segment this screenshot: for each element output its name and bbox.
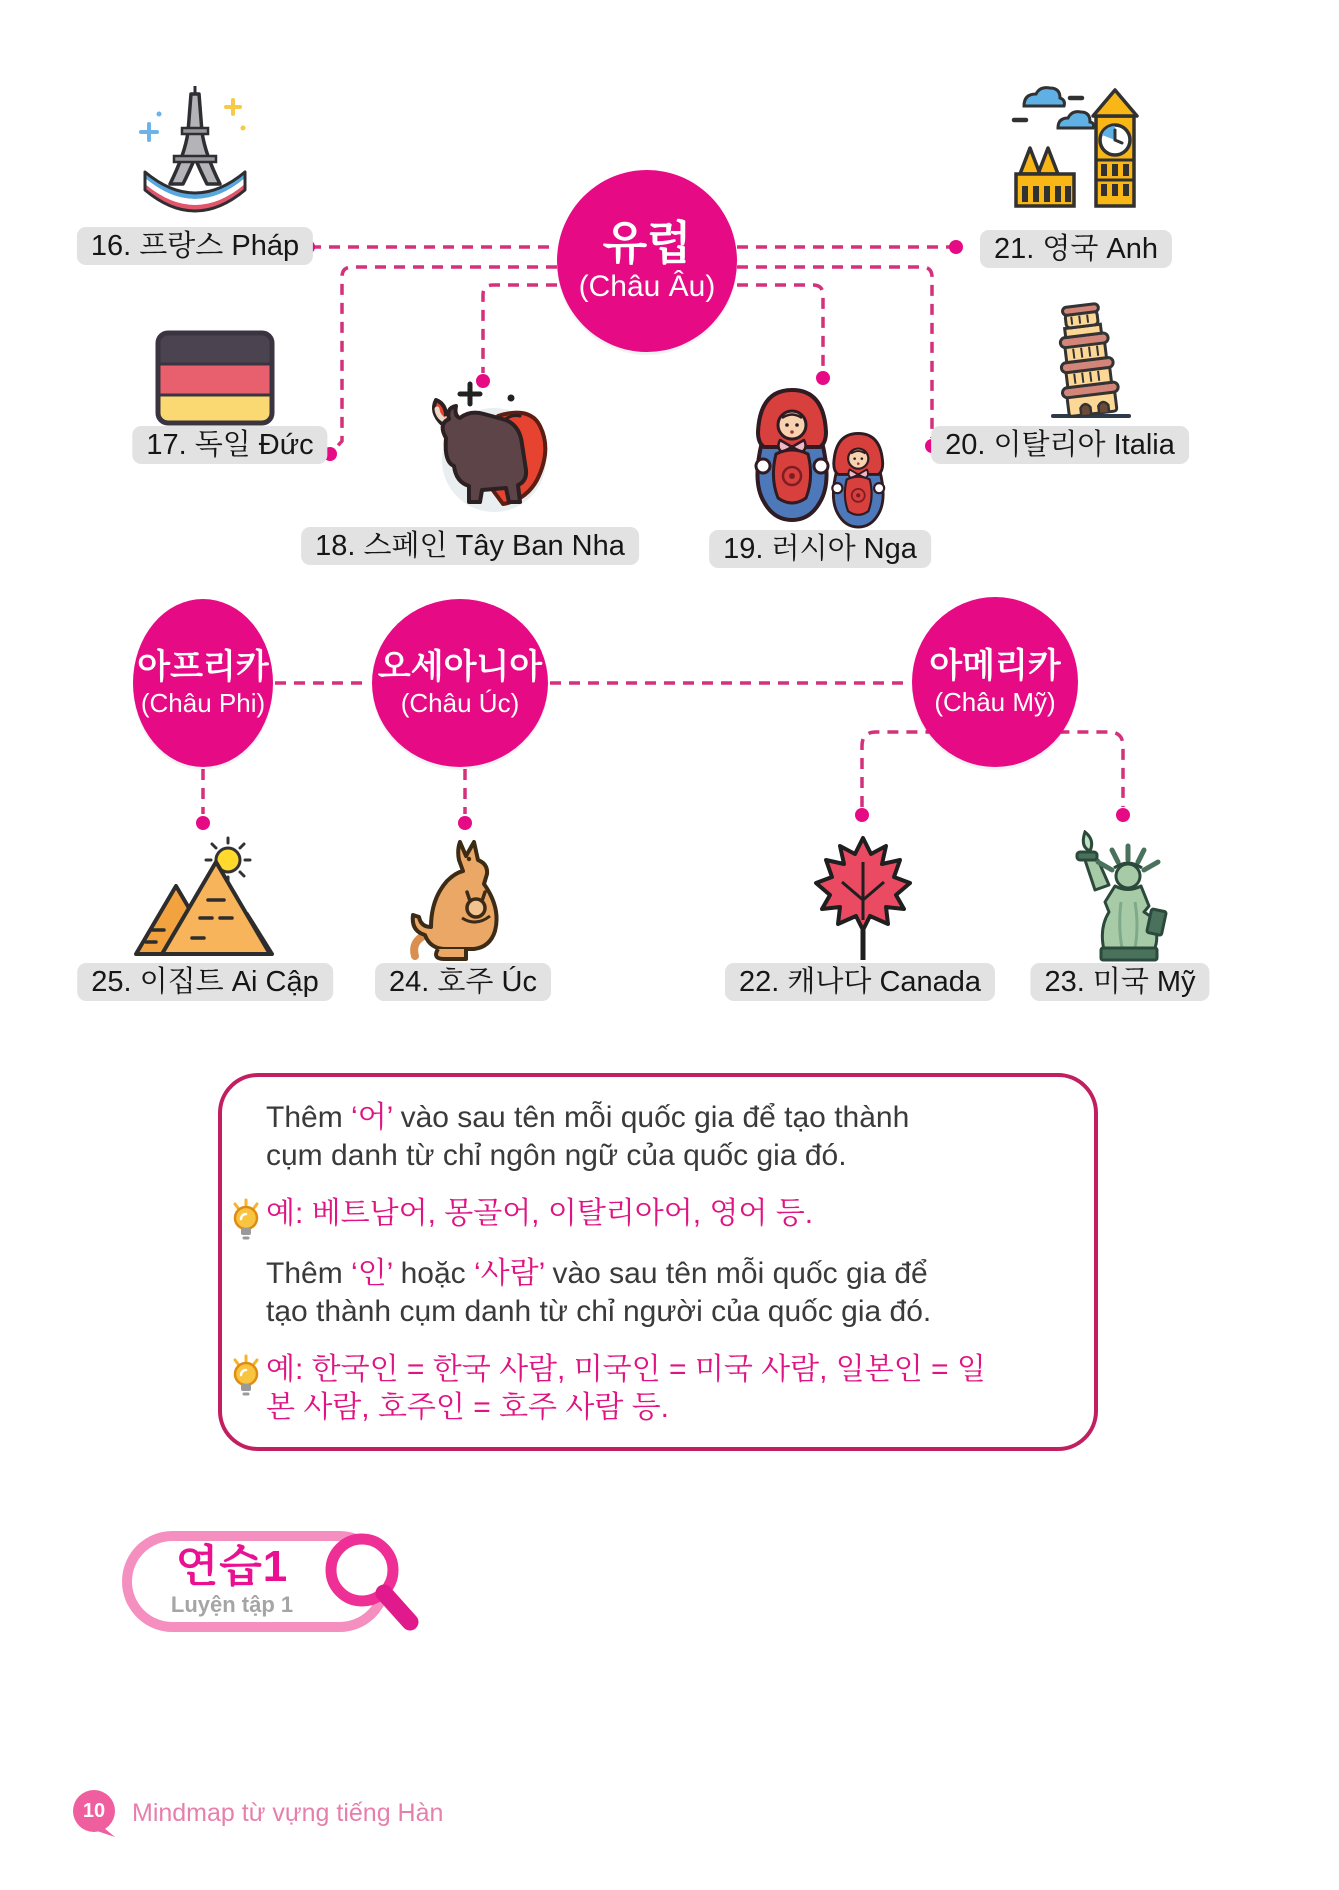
country-label-canada: 22. 캐나다 Canada: [725, 963, 995, 1001]
bull-cape-icon: [408, 376, 558, 526]
practice-title-viet: Luyện tập 1: [170, 1592, 294, 1617]
footer-book-title: Mindmap từ vựng tiếng Hàn: [132, 1799, 444, 1827]
note-text: Thêm: [266, 1257, 352, 1290]
pisa-tower-icon: [1035, 288, 1141, 420]
continent-europe-viet: (Châu Âu): [578, 270, 716, 303]
lightbulb-icon: [228, 1354, 264, 1398]
big-ben-icon: [1008, 80, 1153, 228]
note-text: tạo thành cụm danh từ chỉ người của quốc gia đó.: [266, 1295, 932, 1328]
continent-america-korean: 아메리카: [929, 647, 1061, 685]
country-label-egypt: 25. 이집트 Ai Cập: [77, 963, 333, 1001]
continent-oceania-viet: (Châu Úc): [400, 688, 520, 718]
continent-africa-viet: (Châu Phi): [140, 688, 266, 718]
statue-of-liberty-icon: [1065, 830, 1181, 962]
lightbulb-icon: [228, 1198, 264, 1242]
note-text: cụm danh từ chỉ ngôn ngữ của quốc gia đó.: [266, 1139, 847, 1172]
country-label-russia: 19. 러시아 Nga: [709, 530, 931, 568]
note-example-text: 예: 베트남어, 몽골어, 이탈리아어, 영어 등.: [266, 1197, 814, 1230]
note-particle-saram: ‘사람’: [473, 1257, 545, 1290]
continent-america-viet: (Châu Mỹ): [934, 687, 1056, 717]
note-text: vào sau tên mỗi quốc gia để tạo thành: [392, 1101, 910, 1134]
continent-circle-oceania: [372, 599, 548, 767]
german-flag-icon: [155, 330, 275, 426]
note-particle-in: ‘인’: [351, 1257, 393, 1290]
page-number: 10: [82, 1800, 106, 1822]
note-example-text: 예: 한국인 = 한국 사람, 미국인 = 미국 사람, 일본인 = 일 본 사람, 호주인 = 호주 사람 등.: [266, 1353, 986, 1424]
country-label-england: 21. 영국 Anh: [980, 230, 1172, 268]
country-label-spain: 18. 스페인 Tây Ban Nha: [301, 527, 639, 565]
connector-europe-russia: [737, 285, 823, 370]
country-label-france: 16. 프랑스 Pháp: [77, 227, 313, 265]
matryoshka-icon: [748, 384, 890, 530]
continent-circle-europe: [557, 170, 737, 352]
continent-circle-africa: [133, 599, 273, 767]
practice-1-title: [122, 1544, 342, 1618]
note-paragraph-people: [266, 1255, 1064, 1331]
note-example-people: [242, 1351, 1064, 1427]
note-text: hoặc: [392, 1257, 474, 1290]
continent-africa-korean: 아프리카: [137, 648, 269, 686]
continent-europe-korean: 유럽: [602, 217, 692, 269]
note-text: vào sau tên mỗi quốc gia để: [544, 1257, 928, 1290]
continent-oceania-korean: 오세아니아: [377, 648, 543, 686]
country-label-australia: 24. 호주 Úc: [375, 963, 551, 1001]
note-text: Thêm: [266, 1101, 352, 1134]
pyramids-icon: [130, 834, 276, 964]
country-label-germany: 17. 독일 Đức: [132, 426, 327, 464]
continent-circle-america: [912, 597, 1078, 767]
kangaroo-icon: [406, 834, 522, 962]
eiffel-tower-icon: [135, 84, 255, 224]
page-number-bubble: [70, 1789, 118, 1839]
practice-title-korean: 연습1: [175, 1542, 289, 1591]
grammar-note-box: [218, 1073, 1098, 1451]
note-paragraph-language: [266, 1099, 1064, 1175]
connector-europe-spain: [483, 285, 557, 373]
country-label-usa: 23. 미국 Mỹ: [1030, 963, 1209, 1001]
maple-leaf-icon: [802, 832, 924, 962]
magnifier-icon: [310, 1526, 445, 1661]
note-particle-eo: ‘어’: [351, 1101, 393, 1134]
country-label-italy: 20. 이탈리아 Italia: [931, 426, 1189, 464]
note-example-languages: [242, 1195, 1064, 1233]
